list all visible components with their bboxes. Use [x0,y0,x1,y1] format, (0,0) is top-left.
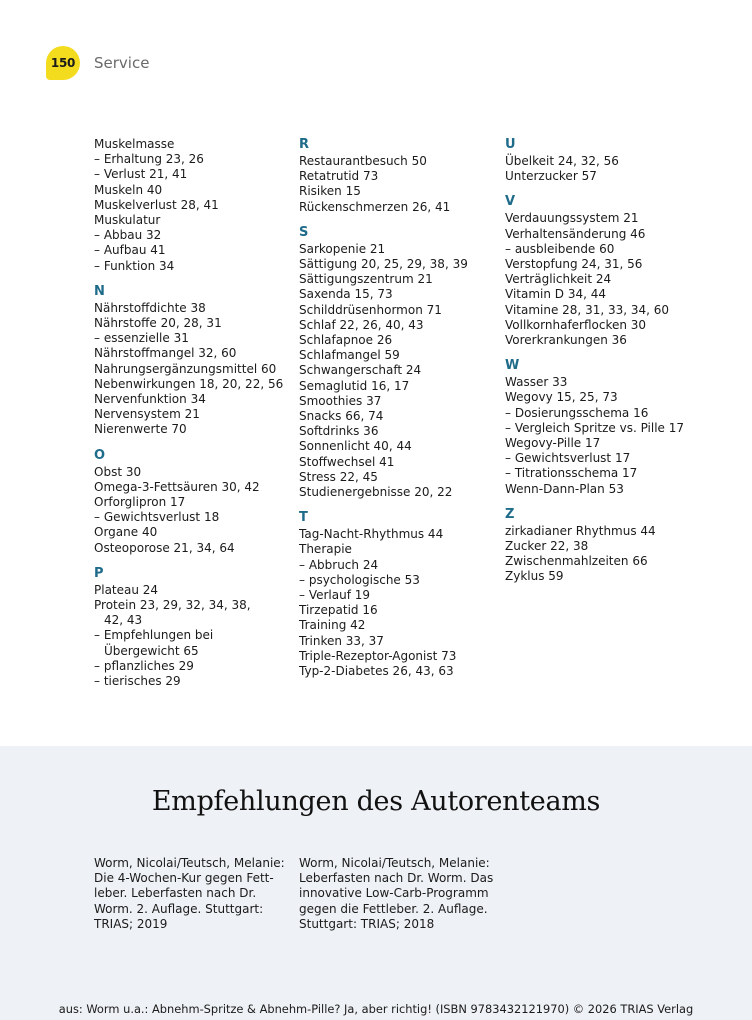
index-entry: Trinken 33, 37 [299,633,384,648]
index-entry: Semaglutid 16, 17 [299,378,410,393]
index-entry: Tag-Nacht-Rhythmus 44 [299,527,444,542]
index-entry: Schlafmangel 59 [299,348,400,363]
index-column-2 [299,137,499,689]
index-entry: Übelkeit 24, 32, 56 [505,154,619,168]
index-letter-heading: U [505,137,516,152]
index-letter-heading: P [94,565,104,581]
index-entry: Organe 40 [94,525,158,540]
book-reference-line: Worm. 2. Auflage. Stuttgart: [94,901,264,916]
index-entry: Schilddrüsenhormon 71 [299,302,442,317]
index-subentry: – Empfehlungen bei Übergewicht 65 [94,628,279,658]
index-subentry: – Vergleich Spritze vs. Pille 17 [505,421,705,436]
index-entry: Muskelverlust 28, 41 [94,197,219,212]
index-entry: Triple-Rezeptor-Agonist 73 [299,648,457,663]
index-letter-heading: R [299,137,310,152]
book-reference-1 [94,856,284,932]
index-entry: Schlafapnoe 26 [299,333,393,348]
index-subentry: – Gewichtsverlust 18 [94,510,294,525]
index-group [505,358,705,497]
index-entry: Stoffwechsel 41 [299,454,395,469]
index-entry: Therapie [299,542,352,557]
index-entry: Nervenfunktion 34 [94,392,206,407]
index-entry: Retatrutid 73 [299,169,379,184]
book-reference-line: Stuttgart: TRIAS; 2018 [299,916,435,931]
index-entry: Sättigungszentrum 21 [299,272,433,287]
index-group [505,194,705,348]
index-subentry: – ausbleibende 60 [505,242,705,257]
index-entry: Nährstoffdichte 38 [94,300,206,315]
index-subentry: – Aufbau 41 [94,243,294,258]
book-reference-line: Leberfasten nach Dr. Worm. Das [299,871,494,886]
index-letter-heading: T [299,510,308,526]
index-group [94,566,294,689]
index-entry: Schwangerschaft 24 [299,363,422,378]
index-entry: Snacks 66, 74 [299,409,384,424]
index-entry: Verhaltensänderung 46 [505,226,646,241]
index-entry: Muskelmasse [94,137,175,151]
index-letter-heading: N [94,283,105,299]
index-letter-heading: W [505,358,520,374]
index-subentry: – Funktion 34 [94,259,294,274]
index-subentry: – Erhaltung 23, 26 [94,152,294,167]
index-entry: Wegovy-Pille 17 [505,436,601,451]
index-entry: Zyklus 59 [505,569,564,584]
page-number-badge: 150 [46,46,80,80]
index-entry: Nährstoffmangel 32, 60 [94,346,237,361]
section-name: Service [94,54,150,72]
index-entry: Sonnenlicht 40, 44 [299,439,412,454]
index-group [299,225,499,500]
index-group [505,137,705,184]
index-subentry: – Gewichtsverlust 17 [505,451,705,466]
index-entry: Wegovy 15, 25, 73 [505,390,618,405]
book-reference-line: gegen die Fettleber. 2. Auflage. [299,901,488,916]
source-line: aus: Worm u.a.: Abnehm-Spritze & Abnehm-Pille? Ja, aber richtig! (ISBN 9783432121970) © 2026 TRIAS Verlag [58,1002,694,1016]
index-group [505,507,705,585]
index-group [299,137,499,215]
index-group [94,448,294,556]
index-entry: Restaurantbesuch 50 [299,154,427,168]
index-letter-heading: Z [505,506,515,522]
index-entry: Risiken 15 [299,184,361,199]
index-entry: Wasser 33 [505,375,568,390]
index-subentry: – pflanzliches 29 [94,659,294,674]
book-reference-line: leber. Leberfasten nach Dr. [94,886,257,901]
index-entry: Vorerkrankungen 36 [505,333,627,348]
index-group [299,510,499,679]
index-entry: Orforglipron 17 [94,495,186,510]
index-entry: zirkadianer Rhythmus 44 [505,523,656,538]
page-header [46,46,149,80]
index-entry: Nierenwerte 70 [94,422,187,437]
index-entry: Nebenwirkungen 18, 20, 22, 56 [94,376,284,391]
recommendations-title: Empfehlungen des Autorenteams [151,786,601,817]
book-reference-line: TRIAS; 2019 [94,916,168,931]
index-entry: Nahrungsergänzungsmittel 60 [94,361,277,376]
index-entry: Osteoporose 21, 34, 64 [94,540,235,555]
index-entry: Saxenda 15, 73 [299,287,393,302]
index-entry: Sättigung 20, 25, 29, 38, 39 [299,257,468,272]
index-subentry: – essenzielle 31 [94,331,294,346]
index-subentry: – Titrationsschema 17 [505,466,705,481]
index-subentry: – Abbau 32 [94,228,294,243]
index-letter-heading: O [94,447,106,463]
index-entry: Protein 23, 29, 32, 34, 38, 42, 43 [94,598,251,628]
index-entry: Verdauungssystem 21 [505,211,639,226]
index-group [94,284,294,438]
index-entry: Nährstoffe 20, 28, 31 [94,316,222,331]
index-entry: Zucker 22, 38 [505,539,589,554]
index-entry: Wenn-Dann-Plan 53 [505,481,624,496]
index-group [94,137,294,274]
book-reference-line: Die 4-Wochen-Kur gegen Fett- [94,871,274,886]
index-entry: Rückenschmerzen 26, 41 [299,199,451,214]
index-entry: Verstopfung 24, 31, 56 [505,257,643,272]
index-letter-heading: V [505,194,516,210]
index-entry: Vitamine 28, 31, 33, 34, 60 [505,302,670,317]
index-entry: Zwischenmahlzeiten 66 [505,554,648,569]
book-reference-line: Worm, Nicolai/Teutsch, Melanie: [94,856,285,870]
index-entry: Stress 22, 45 [299,469,378,484]
index-letter-heading: S [299,224,309,240]
index-entry: Unterzucker 57 [505,169,597,184]
index-entry: Training 42 [299,618,366,633]
index-entry: Vitamin D 34, 44 [505,287,607,302]
book-reference-2 [299,856,494,932]
index-column-3 [505,137,705,595]
index-entry: Nervensystem 21 [94,407,200,422]
index-subentry: – Abbruch 24 [299,558,499,573]
index-subentry: – Verlust 21, 41 [94,167,294,182]
index-entry: Vollkornhaferflocken 30 [505,317,647,332]
index-subentry: – psychologische 53 [299,573,499,588]
index-column-1 [94,137,294,699]
index-entry: Tirzepatid 16 [299,603,378,618]
index-entry: Omega-3-Fettsäuren 30, 42 [94,479,260,494]
index-entry: Obst 30 [94,464,142,479]
index-entry: Smoothies 37 [299,393,382,408]
index-entry: Plateau 24 [94,582,159,597]
index-entry: Softdrinks 36 [299,424,379,439]
index-entry: Schlaf 22, 26, 40, 43 [299,317,424,332]
index-entry: Typ-2-Diabetes 26, 43, 63 [299,664,454,679]
index-entry: Muskeln 40 [94,182,163,197]
index-subentry: – tierisches 29 [94,674,294,689]
index-entry: Sarkopenie 21 [299,241,386,256]
index-entry: Studienergebnisse 20, 22 [299,485,453,500]
book-reference-line: innovative Low-Carb-Programm [299,886,489,901]
index-entry: Muskulatur [94,213,161,228]
book-reference-line: Worm, Nicolai/Teutsch, Melanie: [299,856,490,870]
index-subentry: – Verlauf 19 [299,588,499,603]
index-subentry: – Dosierungsschema 16 [505,406,705,421]
index-entry: Verträglichkeit 24 [505,272,612,287]
